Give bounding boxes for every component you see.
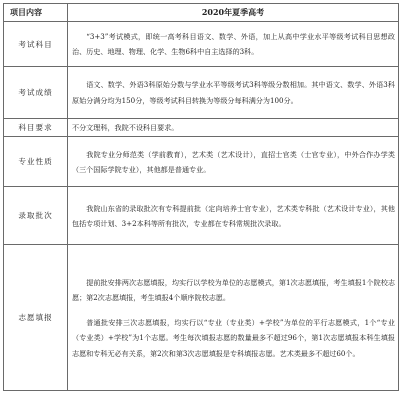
table-row [4, 119, 399, 137]
table-row [4, 22, 399, 67]
table-row [4, 137, 399, 187]
row-paragraph: “3+3”考试模式，即统一高考科目语文、数学、外语，加上从高中学业水平等级考试科目思想政治、历史、地理、物理、化学、生物6科中自主选择的3科。 [72, 31, 395, 56]
row-content [68, 22, 399, 67]
row-paragraph: 普通批安排三次志愿填报，均实行以“专业（专业类）+学校”为单位的平行志愿模式，1个“专业（专业类）+学校”为1个志愿。考生每次填报志愿的数量最多不超过96个，第1次志愿填报本科生填报志愿和专科无必有关系，第2次和第3次志愿填报是专科填报志愿。艺术类最多不超过60个。 [72, 318, 395, 358]
row-label: 录取批次 [4, 187, 68, 245]
row-label: 科目要求 [4, 119, 68, 137]
row-label: 志愿填报 [4, 245, 68, 391]
table-row [4, 187, 399, 245]
row-content [68, 119, 399, 137]
row-label: 考试科目 [4, 22, 68, 67]
row-content [68, 245, 399, 391]
row-paragraph: 提前批安排两次志愿填报，均实行以学校为单位的志愿模式，第1次志愿填报，考生填报1个院校志愿；第2次志愿填报，考生填报4个顺序院校志愿。 [72, 277, 395, 302]
gaokao-info-table [3, 3, 399, 391]
row-paragraph: 我院山东省的录取批次有专科提前批（定向培养士官专业），艺术类专科批（艺术设计专业），其他包括专项计划、3+2本科等所有批次，专业都在专科常规批次录取。 [72, 203, 395, 228]
table-row [4, 67, 399, 119]
row-content [68, 67, 399, 119]
row-label: 考试成绩 [4, 67, 68, 119]
header-item-content: 项目内容 [4, 4, 68, 22]
row-content [68, 187, 399, 245]
header-2020-summer-gaokao: 2020年夏季高考 [68, 4, 399, 22]
row-label: 专业性质 [4, 137, 68, 187]
row-content [68, 137, 399, 187]
row-paragraph: 不分文理科，我院不设科目要求。 [72, 123, 179, 132]
row-paragraph: 语文、数学、外语3科原始分数与学业水平等级考试3科等级分数相加。其中语文、数学、外语3科原始分满分均为150分，等级考试科目转换为等级分每科满分为100分。 [72, 80, 395, 105]
table-row [4, 245, 399, 391]
table-header-row [4, 4, 399, 22]
row-paragraph: 我院专业分师范类（学前教育），艺术类（艺术设计），直招士官类（士官专业），中外合作办学类（三个国际学院专业），其他都是普通专业。 [72, 149, 395, 174]
